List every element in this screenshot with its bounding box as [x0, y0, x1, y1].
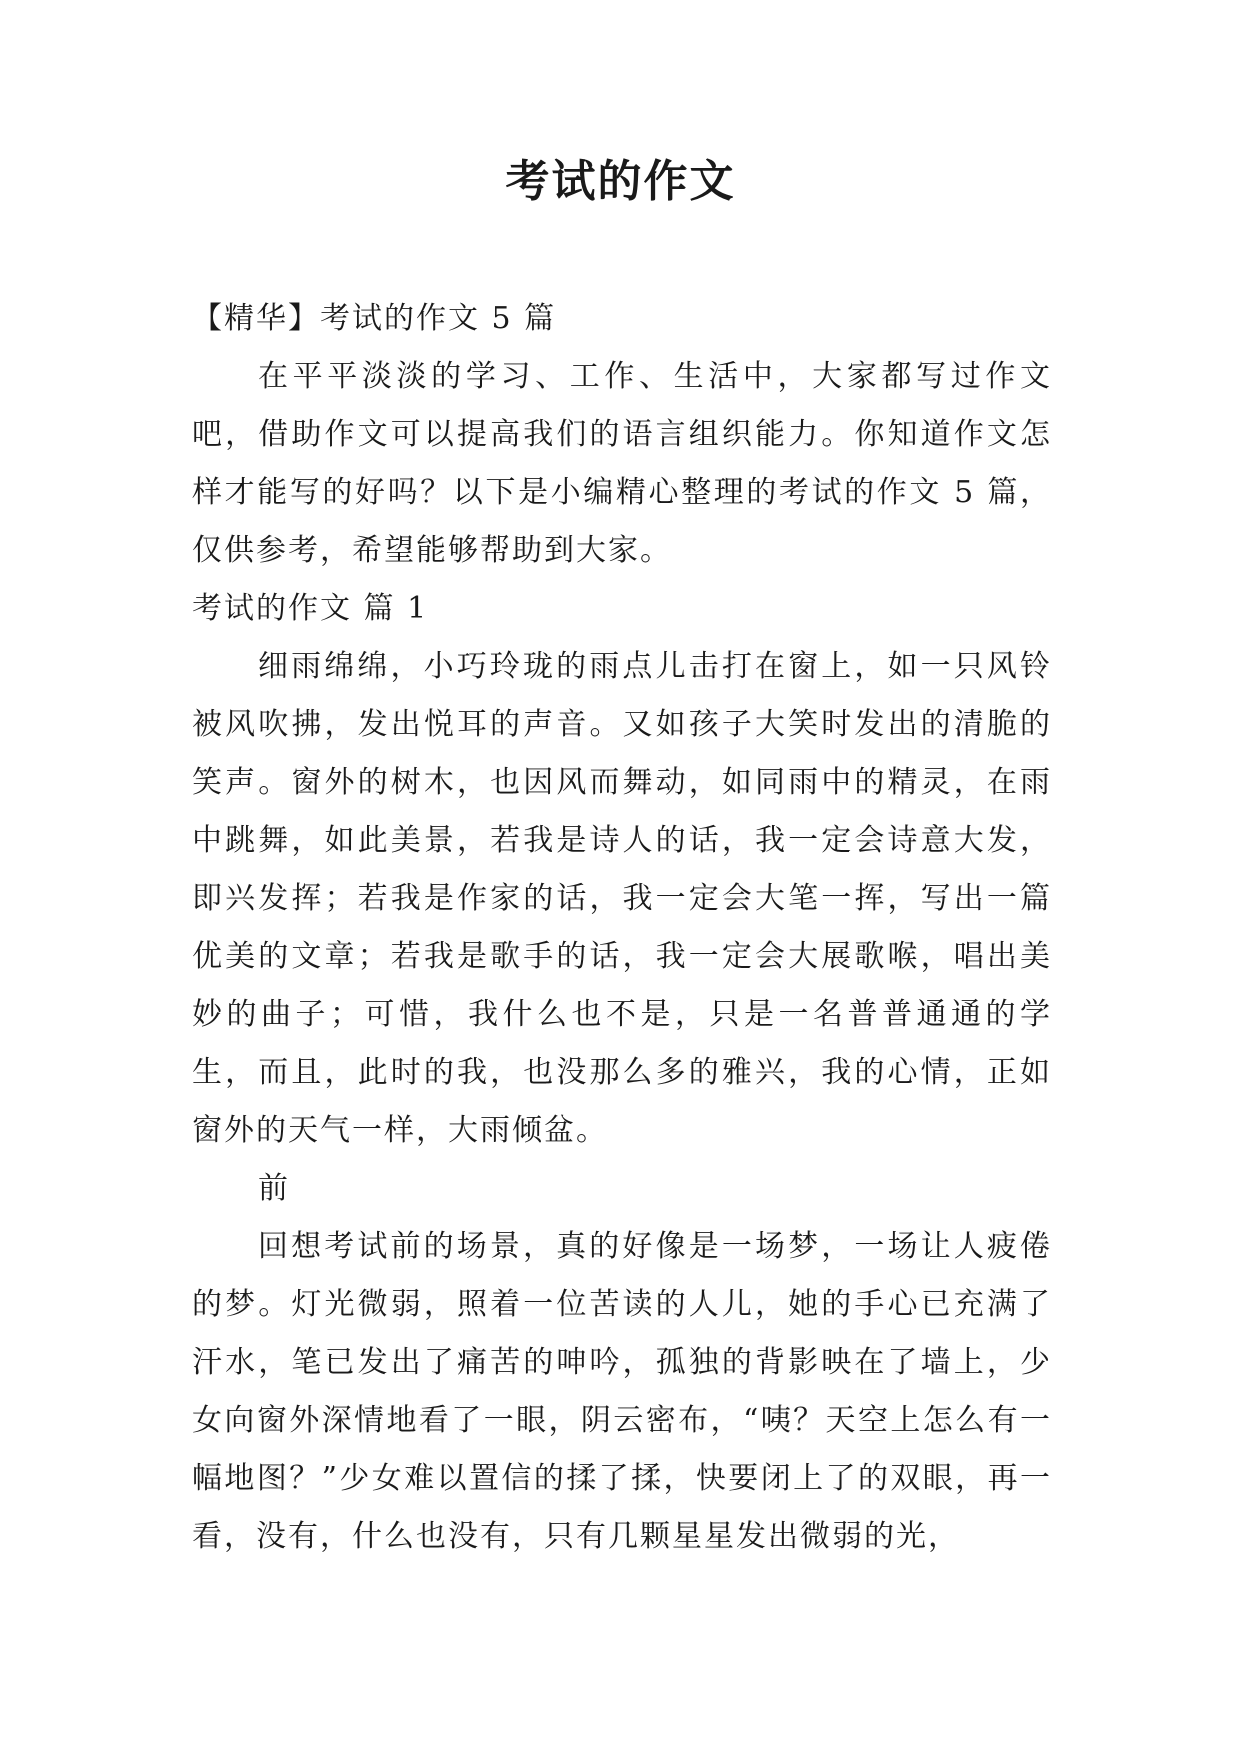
section-heading: 考试的作文 篇 1 — [192, 591, 429, 626]
section-paragraph: 细雨绵绵，小巧玲珑的雨点儿击打在窗上，如一只风铃被风吹拂，发出悦耳的声音。又如孩子大笑时发出的清脆的笑声。窗外的树木，也因风而舞动，如同雨中的精灵，在雨中跳舞，如此美景，若我是诗人的话，我一定会诗意大发，即兴发挥；若我是作家的话，我一定会大笔一挥，写出一篇优美的文章；若我是歌手的话，我一定会大展歌喉，唱出美妙的曲子；可惜，我什么也不是，只是一名普普通通的学生，而且，此时的我，也没那么多的雅兴，我的心情，正如窗外的天气一样，大雨倾盆。 — [192, 649, 1052, 1148]
section-paragraph: 回想考试前的场景，真的好像是一场梦，一场让人疲倦的梦。灯光微弱，照着一位苦读的人儿，她的手心已充满了汗水，笔已发出了痛苦的呻吟，孤独的背影映在了墙上，少女向窗外深情地看了一眼，阴云密布，“咦？天空上怎么有一幅地图？”少女难以置信的揉了揉，快要闭上了的双眼，再一看，没有，什么也没有，只有几颗星星发出微弱的光， — [192, 1229, 1052, 1554]
document-subtitle: 【精华】考试的作文 5 篇 — [192, 301, 557, 336]
document-body — [192, 290, 1052, 1566]
section-label: 前 — [258, 1171, 290, 1206]
intro-paragraph: 在平平淡淡的学习、工作、生活中，大家都写过作文吧，借助作文可以提高我们的语言组织能力。你知道作文怎样才能写的好吗？以下是小编精心整理的考试的作文 5 篇，仅供参考，希望能够帮助到大家。 — [192, 359, 1052, 568]
document-title: 考试的作文 — [505, 156, 736, 207]
